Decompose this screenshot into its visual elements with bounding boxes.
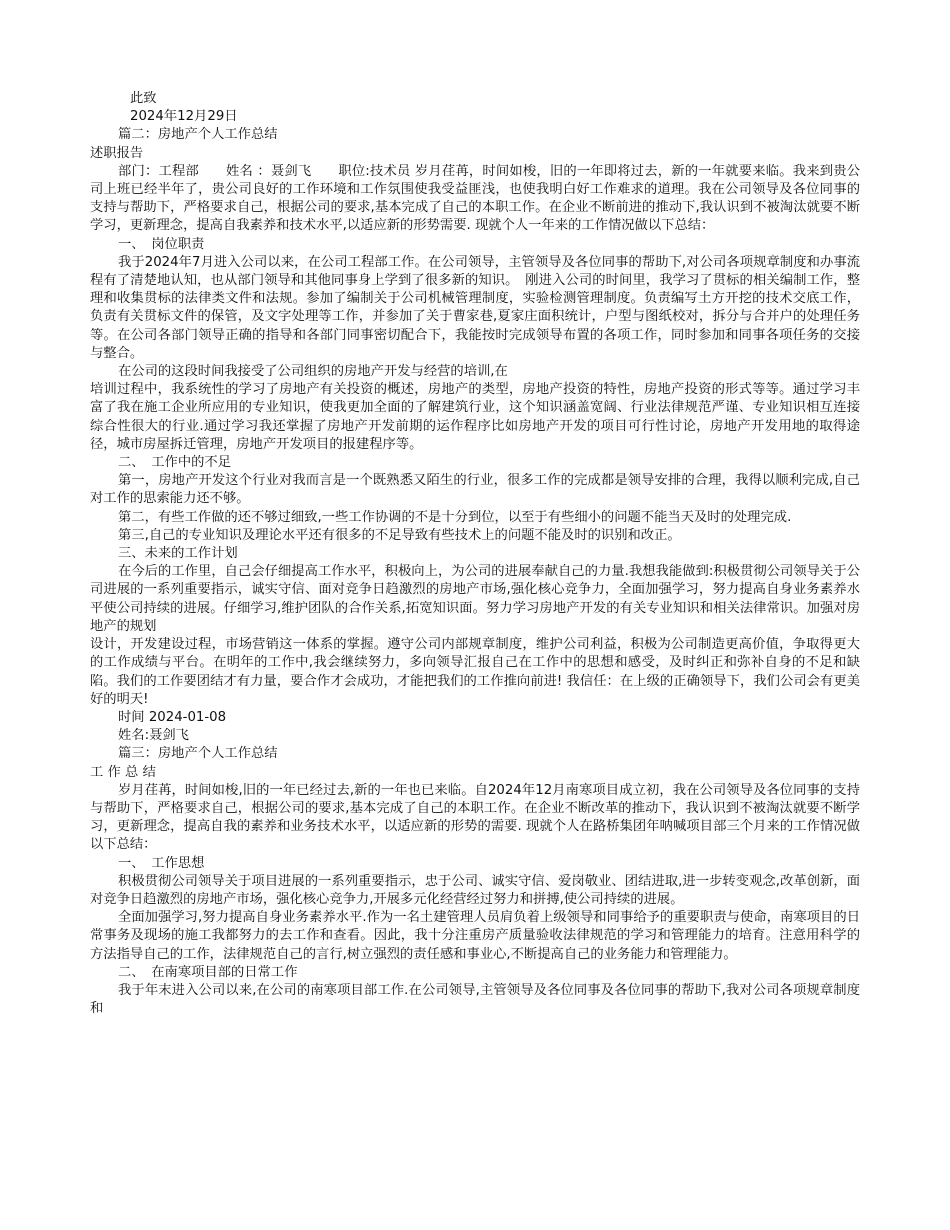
heading-future-plan: 三、未来的工作计划 [118, 546, 238, 562]
paragraph-study: 全面加强学习,努力提高自身业务素养水平.作为一名土建管理人员肩负着上级领导和同事给予的重要职责与使命，南寒项目的日常事务及现场的施工我都努力的去工作和查看。因此，我十分注重房产质量验收法律规范的学习和管理能力的培育。注意用科学的方法指导自己的工作，法律规范自己的言行,树立强烈的责任感和事业心,不断提高自己的业务能力和管理能力。 [90, 910, 860, 962]
section-label-part2: 篇二：房地产个人工作总结 [118, 127, 278, 143]
section-title-part2: 述职报告 [90, 145, 144, 161]
paragraph-thinking: 积极贯彻公司领导关于项目进展的一系列重要指示，忠于公司、诚实守信、爱岗敬业、团结进取,进一步转变观念,改革创新，面对竞争日趋激烈的房地产市场，强化核心竞争力,开展多元化经营经过努力和拼搏,使公司持续的进展。 [90, 873, 860, 907]
paragraph-plan-continued: 设计，开发建设过程，市场营销这一体系的掌握。遵守公司内部规章制度，维护公司利益，积极为公司制造更高价值，争取得更大的工作成绩与平台。在明年的工作中,我会继续努力，多向领导汇报自己在工作中的思想和感受，及时纠正和弥补自身的不足和缺陷。我们的工作要团结才有力量，要合作才会成功，才能把我们的工作推向前进! 我信任：在上级的正确领导下，我们公司会有更美好的明天! [90, 637, 860, 707]
paragraph-training-start: 在公司的这段时间我接受了公司组织的房地产开发与经营的培训,在 [118, 364, 508, 380]
heading-shortcomings: 二、 工作中的不足 [118, 455, 232, 471]
signature-time: 时间 2024-01-08 [118, 709, 227, 725]
signature-name: 姓名:聂剑飞 [118, 728, 189, 744]
closing-date: 2024年12月29日 [130, 109, 238, 125]
heading-duties: 一、 岗位职责 [118, 236, 205, 252]
closing-salutation: 此致 [130, 91, 157, 106]
heading-daily-work: 二、 在南寒项目部的日常工作 [118, 964, 298, 980]
paragraph-plan: 在今后的工作里，自己会仔细提高工作水平，积极向上，为公司的进展奉献自己的力量.我想我能做到:积极贯彻公司领导关于公司进展的一系列重要指示，诚实守信、面对竞争日趋激烈的房地产市场,强化核心竞争力，全面加强学习，努力提高自身业务素养水平使公司持续的进展。仔细学习,维护团队的合作关系,拓宽知识面。努力学习房地产开发的有关专业知识和相关法律常识。加强对房地产的规划 [90, 564, 860, 634]
paragraph-intro: 部门：工程部 姓名 ：聂剑飞 职位:技术员 岁月荏苒，时间如梭，旧的一年即将过去，新的一年就要来临。我来到贵公司上班已经半年了，贵公司良好的工作环境和工作氛围使我受益匪浅，也使我明白好工作难求的道理。我在公司领导及各位同事的支持与帮助下，严格要求自己，根据公司的要求,基本完成了自己的本职工作。在企业不断前进的推动下,我认识到不被淘汰就要不断学习，更新理念，提高自我素养和技术水平,以适应新的形势需要. 现就个人一年来的工作情况做以下总结： [90, 163, 860, 234]
heading-work-thinking: 一、 工作思想 [118, 855, 205, 871]
paragraph-duties: 我于2024年7月进入公司以来，在公司工程部工作。在公司领导，主管领导及各位同事的帮助下,对公司各项规章制度和办事流程有了清楚地认知，也从部门领导和其他同事身上学到了很多新的知识。 刚进入公司的时间里，我学习了贯标的相关编制工作，整理和收集贯标的法律类文件和法规。参加了编制关于公司机械管理制度，实验检测管理制度。负责编写土方开挖的技术交底工作，负责有关贯标文件的保管，及文字处理等工作，并参加了关于曹家巷,夏家庄面积统计，户型与图纸校对，拆分与合并户的处理任务等。在公司各部门领导正确的指导和各部门同事密切配合下，我能按时完成领导布置的各项工作，同时参加和同事各项任务的交接与整合。 [90, 254, 860, 361]
document-page [90, 90, 860, 1018]
paragraph-shortcoming-3: 第三,自己的专业知识及理论水平还有很多的不足导致有些技术上的问题不能及时的识别和改正。 [118, 527, 681, 543]
paragraph-shortcoming-2: 第二，有些工作做的还不够过细致,一些工作协调的不是十分到位，以至于有些细小的问题不能当天及时的处理完成. [118, 509, 792, 525]
section-label-part3: 篇三：房地产个人工作总结 [118, 746, 278, 762]
paragraph-shortcoming-1: 第一，房地产开发这个行业对我而言是一个既熟悉又陌生的行业，很多工作的完成都是领导安排的合理，我得以顺利完成,自己对工作的思索能力还不够。 [90, 473, 860, 507]
paragraph-daily-work: 我于年末进入公司以来,在公司的南寒项目部工作.在公司领导,主管领导及各位同事及各位同事的帮助下,我对公司各项规章制度和 [90, 982, 860, 1017]
paragraph-intro-part3: 岁月荏苒，时间如梭,旧的一年已经过去,新的一年也已来临。自2024年12月南寒项目成立初，我在公司领导及各位同事的支持与帮助下，严格要求自己，根据公司的要求,基本完成了自己的本职工作。在企业不断改革的推动下，我认识到不被淘汰就要不断学习，更新理念，提高自我的素养和业务技术水平，以适应新的形势的需要. 现就个人在路桥集团年呐喊项目部三个月来的工作情况做以下总结： [90, 782, 860, 853]
paragraph-training: 培训过程中，我系统性的学习了房地产有关投资的概述，房地产的类型，房地产投资的特性，房地产投资的形式等等。通过学习丰富了我在施工企业所应用的专业知识，使我更加全面的了解建筑行业，这个知识涵盖宽阔、行业法律规范严谨、专业知识相互连接综合性很大的行业.通过学习我还掌握了房地产开发前期的运作程序比如房地产开发的项目可行性讨论，房地产开发用地的取得途径，城市房屋拆迁管理，房地产开发项目的报建程序等。 [90, 382, 860, 452]
section-title-part3: 工 作 总 结 [90, 764, 156, 780]
